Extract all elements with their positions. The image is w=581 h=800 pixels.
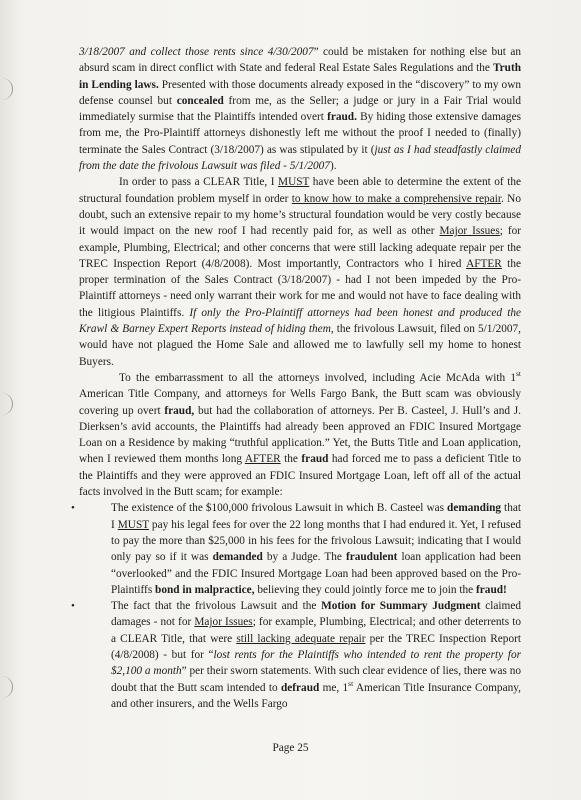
binder-hole-mark (2, 393, 13, 415)
bullet-icon: • (71, 600, 75, 613)
binder-hole-mark (2, 78, 13, 100)
paragraph-3: To the embarrassment to all the attorneys involved, including Acie McAda with 1st American Title Company, and attorneys for Wells Fargo Bank, the Butt scam was obviously covering up overt fraud, but had the collaboration of attorneys. Per B. Casteel, J. Hull’s and J. Dierksen’s avid accounts, the Plaintiffs had already been approved an FDIC Insured Mortgage Loan on a Residence by making “truthful application.” Yet, the Butts Title and Loan application, when I reviewed them months long AFTER the fraud had forced me to pass a deficient Title to the Plaintiffs and they were approved an FDIC Insured Mortgage Loan, left off all of the actual facts involved in the Butt scam; for example: (79, 369, 522, 499)
page-number: Page 25 (272, 742, 309, 754)
binder-hole-mark (2, 676, 13, 698)
list-item: • The fact that the frivolous Lawsuit and the Motion for Summary Judgment claimed damages - not for Major Issues; for example, Plumbing, Electrical; and other deterrents to a CLEAR Title, that were still lacking adequate repair per the TREC Inspection Report (4/8/2008) - but for “lost rents for the Plaintiffs who intended to rent the property for $2,100 a month” per their sworn statements. With such clear evidence of lies, there was no doubt that the Butt scam intended to defraud me, 1st American Title Insurance Company, and other insurers, and the Wells Fargo (71, 600, 521, 710)
list-item: • The existence of the $100,000 frivolous Lawsuit in which B. Casteel was demanding that I MUST pay his legal fees for over the 22 long months that I had endured it. Yet, I refused to pay the more than $25,000 in his fees for the frivolous Lawsuit; indicating that I would only pay so if it was demanded by a Judge. The fraudulent loan application had been “overlooked” and the FDIC Insured Mortgage Loan had been approved based on the Pro-Plaintiffs bond in malpractice, believing they could jointly force me to join the fraud! (71, 502, 521, 596)
bullet-list (71, 500, 521, 712)
document-body (71, 44, 522, 712)
bullet-icon: • (71, 502, 75, 515)
paragraph-1: 3/18/2007 and collect those rents since 4/30/2007” could be mistaken for nothing else but an absurd scam in direct conflict with State and federal Real Estate Sales Regulations and the Truth in Lending laws. Presented with those documents already exposed in the “discovery” to my own defense counsel but concealed from me, as the Seller; a judge or jury in a Fair Trial would immediately surmise that the Plaintiffs intended overt fraud. By hiding those extensive damages from me, the Pro-Plaintiff attorneys dishonestly left me without the proof I needed to (finally) terminate the Sales Contract (3/18/2007) as was stipulated by it (just as I had steadfastly claimed from the date the frivolous Lawsuit was filed - 5/1/2007). (79, 46, 522, 173)
paragraph-2: In order to pass a CLEAR Title, I MUST have been able to determine the extent of the structural foundation problem myself in order to know how to make a comprehensive repair. No doubt, such an extensive repair to my home’s structural foundation would be very costly because it would impact on the new roof I had recently paid for, as well as other Major Issues; for example, Plumbing, Electrical; and other concerns that were still lacking adequate repair per the TREC Inspection Report (4/8/2008). Most importantly, Contractors who I hired AFTER the proper termination of the Sales Contract (3/18/2007) - had I not been impeded by the Pro-Plaintiff attorneys - need only warrant their work for me and would not have to face dealing with the litigious Plaintiffs. If only the Pro-Plaintiff attorneys had been honest and produced the Krawl & Barney Expert Reports instead of hiding them, the frivolous Lawsuit, filed on 5/1/2007, would have not plagued the Home Sale and allowed me to lawfully sell my home to honest Buyers. (79, 176, 522, 368)
